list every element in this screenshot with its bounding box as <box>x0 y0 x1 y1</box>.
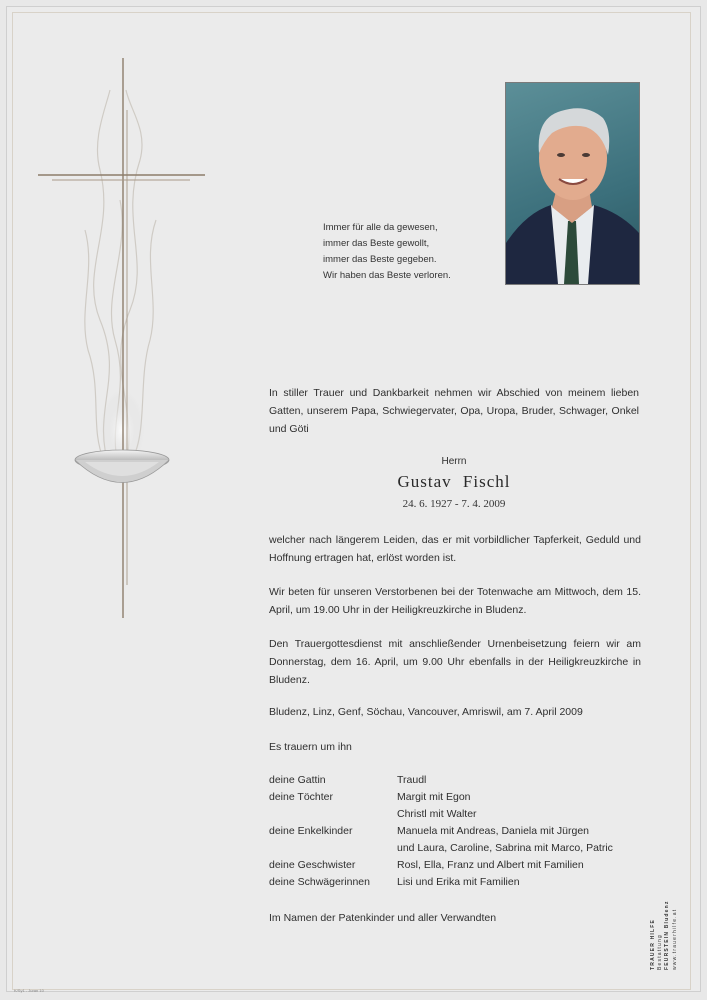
relative-names: Manuela mit Andreas, Daniela mit Jürgen <box>397 825 590 837</box>
funeral-home-logo <box>648 862 688 972</box>
relative-label: deine Enkelkinder <box>269 825 353 837</box>
list-item <box>269 789 641 806</box>
logo-company: FEURSTEIN Bludenz <box>664 900 670 970</box>
relative-names: Lisi und Erika mit Familien <box>397 876 520 888</box>
relative-names: Margit mit Egon <box>397 791 471 803</box>
relative-names: Christl mit Walter <box>397 808 477 820</box>
life-dates: 24. 6. 1927 - 7. 4. 2009 <box>402 498 506 510</box>
logo-website: www.trauerhilfe.at <box>672 908 678 970</box>
motto-line: Wir haben das Beste verloren. <box>323 270 451 281</box>
relative-names: und Laura, Caroline, Sabrina mit Marco, Patric <box>397 842 613 854</box>
relative-label: deine Töchter <box>269 791 334 803</box>
mourners-heading: Es trauern um ihn <box>269 741 352 753</box>
portrait-photo <box>505 82 640 285</box>
list-item <box>269 874 641 891</box>
paragraph-passing: welcher nach längerem Leiden, das er mit vorbildlicher Tapferkeit, Geduld und Hoffnung ertragen hat, erlöst worden ist. <box>269 534 641 564</box>
list-item <box>269 857 641 874</box>
salutation: Herrn <box>441 456 467 467</box>
motto-line: immer das Beste gegeben. <box>323 254 437 265</box>
logo-subtitle: Bestattung <box>657 934 663 970</box>
closing-line: Im Namen der Patenkinder und aller Verwandten <box>269 912 497 924</box>
list-item <box>269 823 641 840</box>
relative-label <box>269 840 397 857</box>
relative-label: deine Geschwister <box>269 859 356 871</box>
motto-line: Immer für alle da gewesen, <box>323 222 438 233</box>
motto-line: immer das Beste gewollt, <box>323 238 430 249</box>
cross-candle-illustration <box>30 50 220 630</box>
logo-title: TRAUER HILFE <box>650 918 656 970</box>
relative-names: Traudl <box>397 774 427 786</box>
relative-label <box>269 806 397 823</box>
motto-verse <box>323 220 493 284</box>
list-item <box>269 840 641 857</box>
list-item <box>269 772 641 789</box>
place-date: Bludenz, Linz, Genf, Söchau, Vancouver, Amriswil, am 7. April 2009 <box>269 706 583 718</box>
list-item <box>269 806 641 823</box>
paragraph-wake: Wir beten für unseren Verstorbenen bei der Totenwache am Mittwoch, dem 15. April, um 19.00 Uhr in der Heiligkreuzkirche in Bludenz. <box>269 586 641 616</box>
paragraph-funeral: Den Trauergottesdienst mit anschließender Urnenbeisetzung feiern wir am Donnerstag, dem 16. April, um 9.00 Uhr ebenfalls in der Heiligkreuzkirche in Bludenz. <box>269 638 641 686</box>
relatives-list <box>269 772 641 891</box>
relative-label: deine Schwägerinnen <box>269 876 370 888</box>
relative-names: Rosl, Ella, Franz und Albert mit Familien <box>397 859 584 871</box>
print-code: K/Sy1 - Juran 10 <box>14 988 44 993</box>
deceased-name: Gustav Fischl <box>397 472 511 491</box>
intro-paragraph: In stiller Trauer und Dankbarkeit nehmen wir Abschied von meinem lieben Gatten, unserem Papa, Schwiegervater, Opa, Uropa, Bruder, Schwager, Onkel und Göti <box>269 387 639 435</box>
relative-label: deine Gattin <box>269 774 326 786</box>
portrait-silhouette <box>506 83 639 284</box>
